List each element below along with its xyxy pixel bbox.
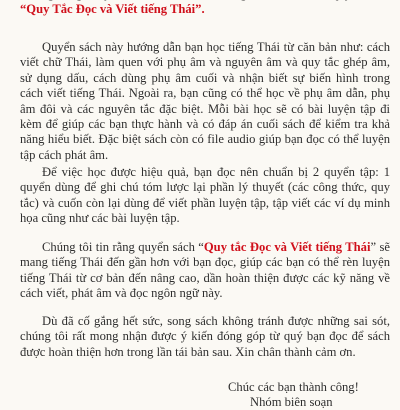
intro-line-text <box>20 0 389 1</box>
belief-text-before: Chúng tôi tin rằng quyển sách “ <box>42 240 204 254</box>
intro-quote-close: ”. <box>195 2 205 17</box>
paragraph-preparation-text: Để việc học được hiệu quả, bạn đọc nên chuẩn bị 2 quyển tập: 1 quyển dùng để ghi chú tóm lược lại phần lý thuyết (các công thức, quy tắc) và cuốn còn lại dùng để viết phần luyện tập, tập viết các ví dụ minh họa cũng như các bài luyện tập. <box>20 165 390 226</box>
intro-book-title: Quy Tắc Đọc và Viết tiếng Thái <box>26 2 196 17</box>
closing-signature: Nhóm biên soạn <box>250 395 333 409</box>
paragraph-thanks <box>20 314 390 360</box>
closing-wish: Chúc các bạn thành công! <box>228 380 359 394</box>
paragraph-belief <box>20 240 390 302</box>
paragraph-overview <box>20 40 390 163</box>
intro-paragraph-tail <box>20 0 390 18</box>
belief-book-title: Quy tắc Đọc và Viết tiếng Thái <box>203 240 371 254</box>
intro-book-title-line <box>20 2 390 17</box>
paragraph-overview-text: Quyển sách này hướng dẫn bạn học tiếng Thái từ căn bản như: cách viết chữ Thái, làm quen với phụ âm và nguyên âm và quy tắc ghép âm, sử dụng dấu, cách dùng phụ âm cuối và nhận biết sự biến hình trong cách viết tiếng Thái. Ngoài ra, bạn cũng có thể học về phụ âm dẫn, phụ âm đôi và các nguyên tắc đặc biệt. Mỗi bài học sẽ có bài luyện tập đi kèm để giúp các bạn thực hành và có đáp án cuối sách để kiểm tra khả năng hiểu biết. Đặc biệt sách còn có file audio giúp bạn đọc có thể luyện tập cách phát âm. <box>20 40 390 162</box>
intro-quote-open: “ <box>20 2 27 17</box>
paragraph-belief-text <box>20 240 390 302</box>
paragraph-thanks-text: Dù đã cố gắng hết sức, song sách không tránh được những sai sót, chúng tôi rất mong nhận được ý kiến đóng góp từ quý bạn đọc để sách được hoàn thiện hơn trong lần tái bản sau. Xin chân thành cảm ơn. <box>20 314 390 359</box>
belief-text-after: ” sẽ mang tiếng Thái đến gần hơn với bạn đọc, giúp các bạn có thể rèn luyện tiếng Thái từ cơ bản đến nâng cao, dần hoàn thiện được các kỹ năng về cách viết, phát âm và đọc ngôn ngữ này. <box>20 240 390 301</box>
paragraph-preparation <box>20 165 390 227</box>
